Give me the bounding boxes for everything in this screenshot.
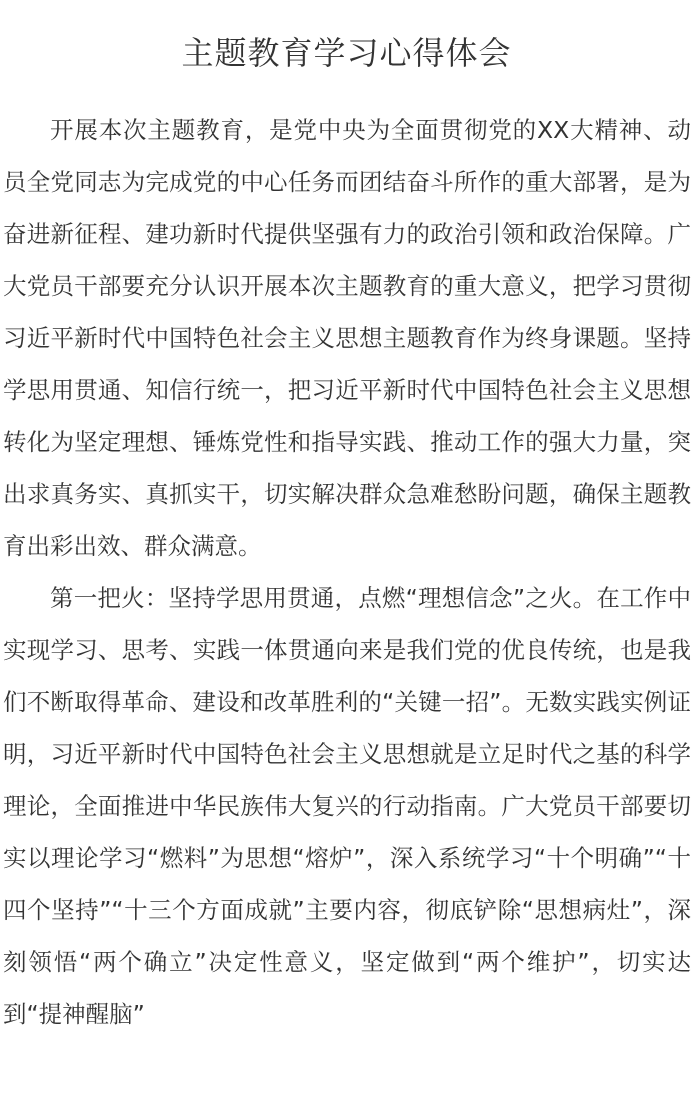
paragraph-first-fire: 第一把火：坚持学思用贯通，点燃“理想信念”之火。在工作中实现学习、思考、实践一体贯通向来是我们党的优良传统，也是我们不断取得革命、建设和改革胜利的“关键一招”。无数实践实例证明，习近平新时代中国特色社会主义思想就是立足时代之基的科学理论，全面推进中华民族伟大复兴的行动指南。广大党员干部要切实以理论学习“燃料”为思想“熔炉”，深入系统学习“十个明确”“十四个坚持”“十三个方面成就”主要内容，彻底铲除“思想病灶”，深刻领悟“两个确立”决定性意义，坚定做到“两个维护”，切实达到“提神醒脑” (3, 584, 691, 1028)
document-title: 主题教育学习心得体会 (181, 34, 512, 72)
document-body (3, 104, 691, 1040)
paragraph-intro: 开展本次主题教育，是党中央为全面贯彻党的XX大精神、动员全党同志为完成党的中心任务而团结奋斗所作的重大部署，是为奋进新征程、建功新时代提供坚强有力的政治引领和政治保障。广大党员干部要充分认识开展本次主题教育的重大意义，把学习贯彻习近平新时代中国特色社会主义思想主题教育作为终身课题。坚持学思用贯通、知信行统一，把习近平新时代中国特色社会主义思想转化为坚定理想、锤炼党性和指导实践、推动工作的强大力量，突出求真务实、真抓实干，切实解决群众急难愁盼问题，确保主题教育出彩出效、群众满意。 (3, 116, 691, 560)
